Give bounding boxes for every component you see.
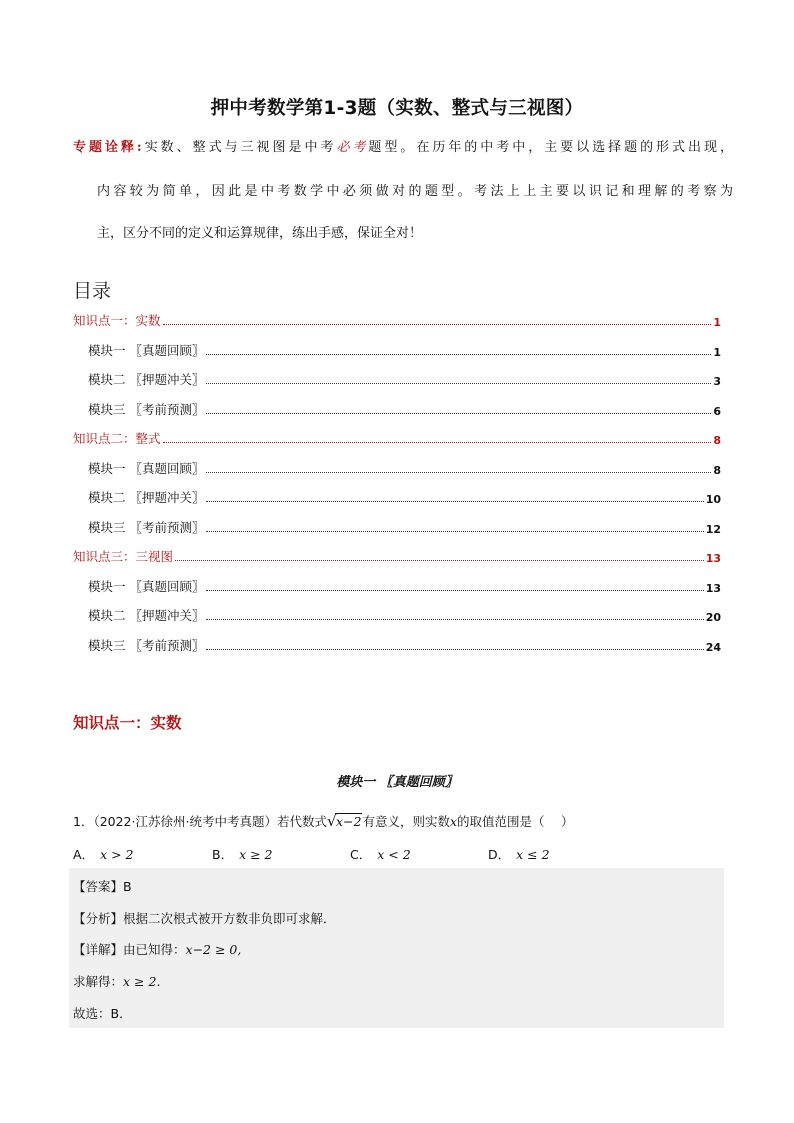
toc-leader-dots xyxy=(206,472,711,473)
question-text: 的取值范围是（ ） xyxy=(457,814,574,829)
toc-entry-module[interactable] xyxy=(88,370,721,388)
option-letter: B． xyxy=(212,847,234,862)
toc-entry-module[interactable] xyxy=(88,518,721,536)
toc-entry-module[interactable] xyxy=(88,459,721,477)
toc-entry-page: 8 xyxy=(713,434,721,447)
toc-entry-page: 6 xyxy=(713,405,721,418)
toc-leader-dots xyxy=(163,324,712,325)
toc-entry-label: 模块二 〖押题冲关〗 xyxy=(88,490,205,505)
analysis-line: 【分析】根据二次根式被开方数非负即可求解． xyxy=(73,911,336,926)
question-source: （2022·江苏徐州·统考中考真题） xyxy=(93,814,277,829)
question-number: 1． xyxy=(73,814,94,829)
option-letter: D． xyxy=(488,847,511,862)
intro-text: 实数、整式与三视图是中考 xyxy=(141,140,337,155)
toc-entry-page: 1 xyxy=(713,316,721,329)
toc-leader-dots xyxy=(206,354,711,355)
toc-entry-label: 模块一 〖真题回顾〗 xyxy=(88,579,205,594)
toc-leader-dots xyxy=(206,531,703,532)
toc-entry-module[interactable] xyxy=(88,636,721,654)
radicand: x−2 xyxy=(335,814,362,829)
detail-expression: x−2 ≥ 0, xyxy=(185,942,242,957)
solve-expression: x ≥ 2. xyxy=(123,974,161,989)
toc-entry-label: 知识点三：三视图 xyxy=(73,549,174,564)
toc-entry-label: 知识点一：实数 xyxy=(73,313,161,328)
sqrt-expression xyxy=(327,814,362,829)
toc-leader-dots xyxy=(206,649,703,650)
module-title: 模块一 〖真题回顾〗 xyxy=(336,775,458,790)
toc-entry-section[interactable] xyxy=(73,429,721,447)
toc-entry-label: 模块二 〖押题冲关〗 xyxy=(88,372,205,387)
option-d[interactable] xyxy=(488,845,550,863)
intro-line-3: 主，区分不同的定义和运算规律，练出手感，保证全对！ xyxy=(97,226,423,241)
intro-emphasis: 必考 xyxy=(336,140,369,155)
toc-entry-page: 10 xyxy=(705,493,721,506)
question-stem xyxy=(73,812,574,830)
option-expression: x < 2 xyxy=(377,847,411,862)
toc-entry-module[interactable] xyxy=(88,606,721,624)
option-c[interactable] xyxy=(350,845,411,863)
toc-entry-page: 24 xyxy=(705,641,721,654)
toc-leader-dots xyxy=(206,413,711,414)
answer-line: 【答案】B xyxy=(73,879,132,894)
toc-entry-label: 模块三 〖考前预测〗 xyxy=(88,402,205,417)
option-expression: x > 2 xyxy=(100,847,134,862)
toc-entry-label: 模块一 〖真题回顾〗 xyxy=(88,461,205,476)
toc-entry-page: 1 xyxy=(713,346,721,359)
detail-line xyxy=(73,940,241,958)
toc-leader-dots xyxy=(206,501,703,502)
option-a[interactable] xyxy=(73,845,134,863)
toc-entry-module[interactable] xyxy=(88,400,721,418)
radical-sign-icon: √ xyxy=(326,812,337,830)
toc-entry-label: 模块三 〖考前预测〗 xyxy=(88,520,205,535)
toc-entry-page: 13 xyxy=(705,582,721,595)
option-b[interactable] xyxy=(212,845,273,863)
intro-line-1 xyxy=(73,136,733,155)
solve-line xyxy=(73,972,160,990)
page-title: 押中考数学第1-3题（实数、整式与三视图） xyxy=(210,98,584,119)
question-text: 有意义，则实数 xyxy=(362,814,450,829)
option-expression: x ≥ 2 xyxy=(239,847,273,862)
toc-leader-dots xyxy=(206,590,703,591)
solve-label: 求解得： xyxy=(73,974,124,989)
choice-line: 故选：B． xyxy=(73,1006,132,1021)
option-letter: A． xyxy=(73,847,95,862)
toc-entry-module[interactable] xyxy=(88,488,721,506)
toc-entry-module[interactable] xyxy=(88,577,721,595)
intro-label: 专题诠释: xyxy=(73,140,142,155)
toc-leader-dots xyxy=(175,560,704,561)
question-text: 若代数式 xyxy=(276,814,327,829)
toc-entry-page: 20 xyxy=(705,611,721,624)
intro-line-2: 内容较为简单，因此是中考数学中必须做对的题型。考法上上主要以识记和理解的考察为 xyxy=(97,184,733,199)
toc-leader-dots xyxy=(206,619,703,620)
intro-text: 题型。在历年的中考中，主要以选择题的形式出现， xyxy=(368,140,733,155)
toc-entry-page: 12 xyxy=(705,523,721,536)
section-title: 知识点一：实数 xyxy=(73,714,182,732)
toc-leader-dots xyxy=(206,383,711,384)
toc-heading: 目录 xyxy=(73,280,112,302)
option-expression: x ≤ 2 xyxy=(516,847,550,862)
toc-entry-label: 模块三 〖考前预测〗 xyxy=(88,638,205,653)
option-letter: C． xyxy=(350,847,372,862)
toc-entry-section[interactable] xyxy=(73,311,721,329)
toc-entry-module[interactable] xyxy=(88,341,721,359)
toc-entry-page: 13 xyxy=(705,552,721,565)
detail-label: 【详解】由已知得： xyxy=(73,942,186,957)
toc-leader-dots xyxy=(163,442,712,443)
toc-entry-page: 3 xyxy=(713,375,721,388)
toc-entry-page: 8 xyxy=(713,464,721,477)
toc-entry-section[interactable] xyxy=(73,547,721,565)
question-variable: x xyxy=(449,814,458,829)
toc-entry-label: 模块二 〖押题冲关〗 xyxy=(88,608,205,623)
toc-entry-label: 模块一 〖真题回顾〗 xyxy=(88,343,205,358)
toc-entry-label: 知识点二：整式 xyxy=(73,431,161,446)
